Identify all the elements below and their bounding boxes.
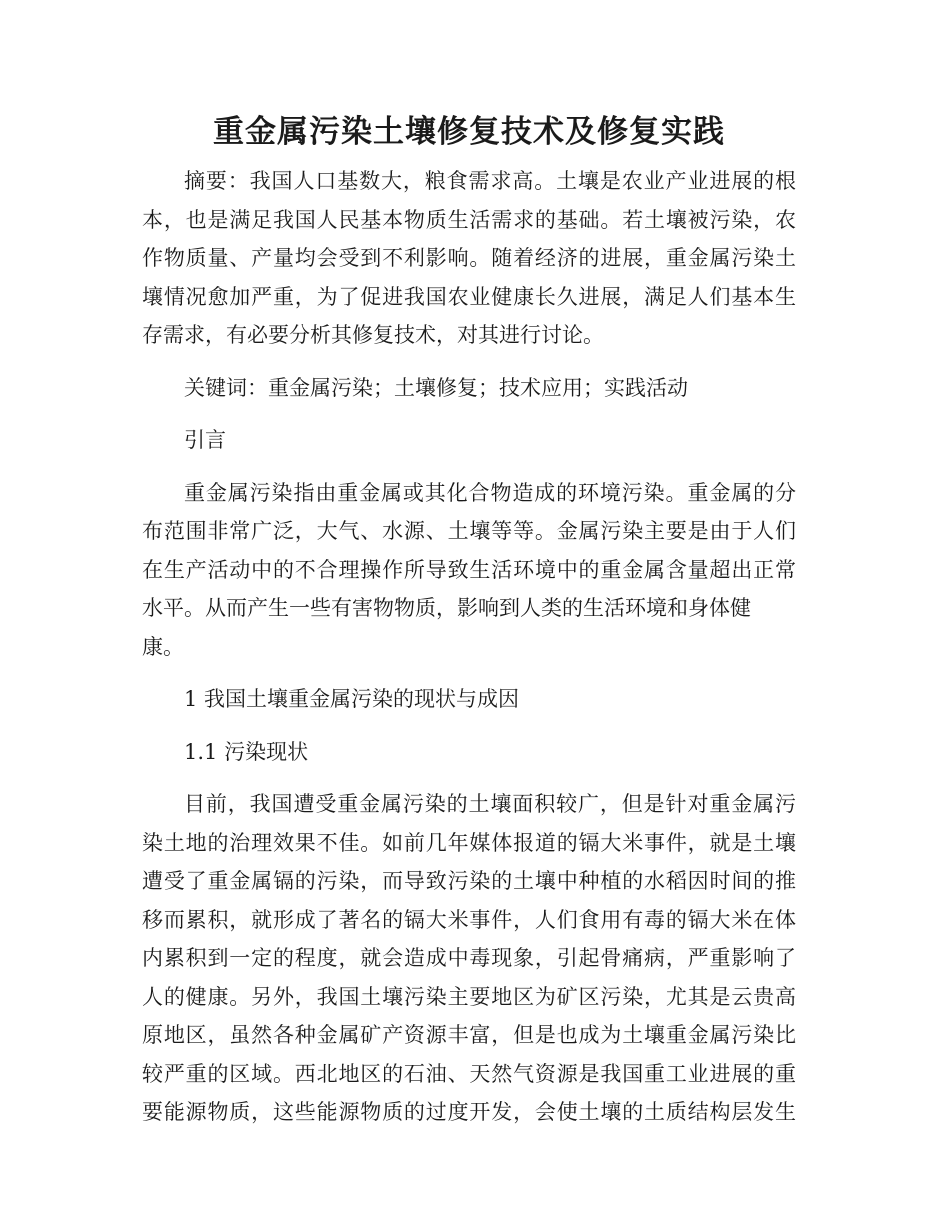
intro-line: 康。 bbox=[142, 634, 184, 659]
section-1-1-line: 要能源物质，这些能源物质的过度开发，会使土壤的土质结构层发生 bbox=[142, 1100, 796, 1124]
section-1-1-line: 目前，我国遭受重金属污染的土壤面积较广，但是针对重金属污 bbox=[184, 792, 796, 816]
intro-line: 在生产活动中的不合理操作所导致生活环境中的重金属含量超出正常 bbox=[142, 557, 796, 582]
intro-line: 重金属污染指由重金属或其化合物造成的环境污染。重金属的分 bbox=[184, 480, 796, 505]
section-1-1-heading: 1.1 污染现状 bbox=[184, 739, 309, 764]
intro-line: 水平。从而产生一些有害物物质，影响到人类的生活环境和身体健 bbox=[142, 596, 751, 620]
section-1-heading: 1 我国土壤重金属污染的现状与成因 bbox=[184, 687, 520, 711]
intro-heading: 引言 bbox=[184, 428, 226, 452]
section-1-1-paragraph bbox=[142, 785, 796, 1132]
document-title: 重金属污染土壤修复技术及修复实践 bbox=[213, 114, 725, 150]
section-1-1-line: 移而累积，就形成了著名的镉大米事件，人们食用有毒的镉大米在体 bbox=[142, 907, 796, 932]
abstract-paragraph bbox=[142, 162, 796, 355]
section-1-1-line: 染土地的治理效果不佳。如前几年媒体报道的镉大米事件，就是土壤 bbox=[142, 830, 796, 855]
keywords-line: 关键词：重金属污染；土壤修复；技术应用；实践活动 bbox=[184, 375, 688, 400]
abstract-line: 摘要：我国人口基数大，粮食需求高。土壤是农业产业进展的根 bbox=[184, 169, 796, 193]
section-1-1-line: 人的健康。另外，我国土壤污染主要地区为矿区污染，尤其是云贵高 bbox=[142, 984, 796, 1009]
section-1-1-line: 原地区，虽然各种金属矿产资源丰富，但是也成为土壤重金属污染比 bbox=[142, 1023, 796, 1047]
intro-paragraph bbox=[142, 474, 796, 667]
intro-line: 布范围非常广泛，大气、水源、土壤等等。金属污染主要是由于人们 bbox=[142, 519, 796, 543]
abstract-line: 存需求，有必要分析其修复技术，对其进行讨论。 bbox=[142, 323, 604, 347]
abstract-line: 壤情况愈加严重，为了促进我国农业健康长久进展，满足人们基本生 bbox=[142, 284, 796, 309]
document-page bbox=[142, 108, 796, 1146]
abstract-line: 本，也是满足我国人民基本物质生活需求的基础。若土壤被污染，农 bbox=[142, 207, 796, 232]
section-1-1-line: 较严重的区域。西北地区的石油、天然气资源是我国重工业进展的重 bbox=[142, 1061, 796, 1086]
section-1-1-line: 遭受了重金属镉的污染，而导致污染的土壤中种植的水稻因时间的推 bbox=[142, 869, 796, 893]
section-1-1-line: 内累积到一定的程度，就会造成中毒现象，引起骨痛病，严重影响了 bbox=[142, 946, 796, 970]
abstract-line: 作物质量、产量均会受到不利影响。随着经济的进展，重金属污染土 bbox=[142, 246, 796, 270]
